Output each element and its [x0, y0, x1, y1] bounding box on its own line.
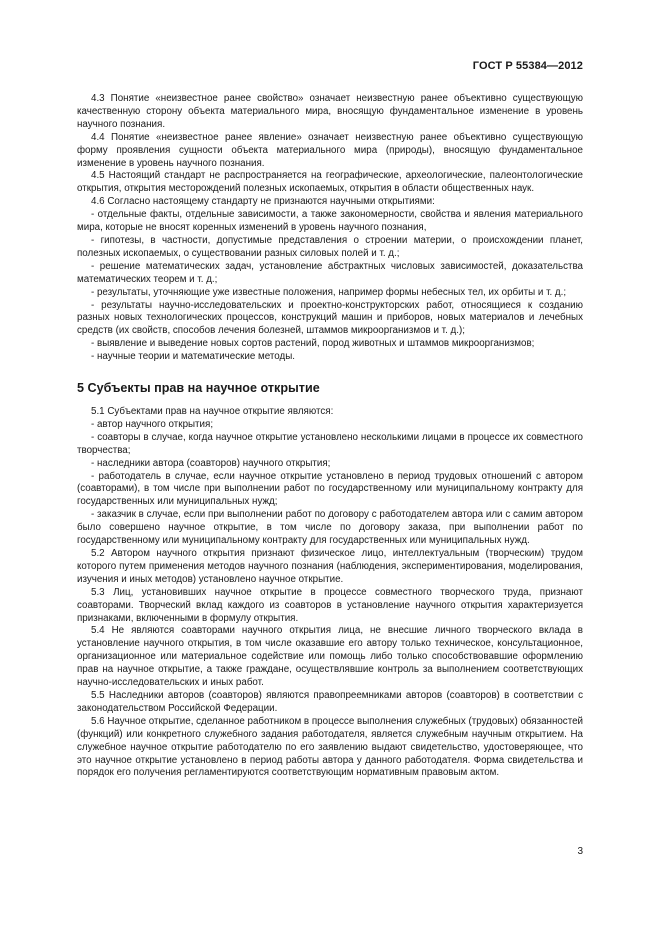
paragraph-5-1: 5.1 Субъектами прав на научное открытие являются:	[91, 406, 334, 418]
list-item: - выявление и выведение новых сортов растений, пород животных и штаммов микроорганизмов;	[91, 338, 535, 350]
paragraph-5-4: 5.4 Не являются соавторами научного открытия лица, не внесшие личного творческого вклада в установление научного открытия, в том числе оказавшие его автору только техническое, консультационное, организационное или материальное содействие или помощь либо только способствовавшие оформлению прав на научное открытие, а также граждане, осуществлявшие контроль за выполнением соответствующих научно-исследовательских и иных работ.	[77, 625, 583, 689]
list-item: - заказчик в случае, если при выполнении работ по договору с работодателем автора или с самим автором было совершено научное открытие, в том числе по договору заказа, при выполнении работ по государственному или муниципальному контракту для государственных или муниципальных нужд.	[77, 509, 583, 547]
page-number: 3	[577, 846, 583, 857]
document-body	[77, 93, 583, 780]
list-item: - научные теории и математические методы.	[91, 351, 295, 363]
paragraph-4-6: 4.6 Согласно настоящему стандарту не признаются научными открытиями:	[91, 196, 435, 208]
list-item: - автор научного открытия;	[91, 418, 214, 430]
list-item: - результаты научно-исследовательских и проектно-конструкторских работ, относящиеся к созданию разных новых технологических процессов, конструкций машин и приборов, новых материалов и лечебных средств (их свойств, способов лечения болезней, штаммов микроорганизмов и т. д.);	[77, 299, 583, 337]
paragraph-4-4: 4.4 Понятие «неизвестное ранее явление» означает неизвестную ранее объективно существующую форму проявления сущности объекта материального мира (природы), вносящую фундаментальное изменение в уровень научного познания.	[77, 131, 583, 169]
list-item: - соавторы в случае, когда научное открытие установлено несколькими лицами в процессе их совместного творчества;	[77, 431, 583, 456]
section-5-title: 5 Субъекты прав на научное открытие	[77, 381, 320, 396]
list-item: - наследники автора (соавторов) научного открытия;	[91, 457, 331, 469]
paragraph-4-5: 4.5 Настоящий стандарт не распространяется на географические, археологические, палеонтологические открытия, открытия месторождений полезных ископаемых, открытия в области общественных наук.	[77, 170, 583, 195]
list-item: - гипотезы, в частности, допустимые представления о строении материи, о происхождении планет, полезных ископаемых, о существовании разных силовых полей и т. д.;	[77, 234, 583, 259]
paragraph-5-5: 5.5 Наследники авторов (соавторов) являются правопреемниками авторов (соавторов) в соответствии с законодательством Российской Федерации.	[77, 689, 583, 714]
paragraph-5-3: 5.3 Лиц, установивших научное открытие в процессе совместного творческого труда, признают соавторами. Творческий вклад каждого из соавторов в установление научного открытия характеризуется признаками, включенными в формулу открытия.	[77, 586, 583, 624]
list-item: - результаты, уточняющие уже известные положения, например формы небесных тел, их орбиты и т. д.;	[91, 286, 567, 298]
list-item: - отдельные факты, отдельные зависимости, а также закономерности, свойства и явления материального мира, которые не вносят коренных изменений в уровень научного познания,	[77, 209, 583, 234]
paragraph-5-2: 5.2 Автором научного открытия признают физическое лицо, интеллектуальным (творческим) трудом которого путем применения методов научного познания (наблюдения, экспериментирования, моделирования, изучения и иных методов) установлено научное открытие.	[77, 548, 583, 585]
paragraph-4-3: 4.3 Понятие «неизвестное ранее свойство» означает неизвестную ранее объективно существующую качественную сторону объекта материального мира, вносящую фундаментальное изменение в уровень научного познания.	[77, 93, 583, 130]
standard-header: ГОСТ Р 55384—2012	[472, 60, 583, 72]
section-4-continued	[77, 93, 583, 364]
list-item: - работодатель в случае, если научное открытие установлено в период трудовых отношений с автором (соавторами), в том числе при выполнении работ по государственному или муниципальному контракту для государственных или муниципальных нужд;	[77, 470, 583, 508]
section-5	[77, 406, 583, 780]
list-item: - решение математических задач, установление абстрактных числовых зависимостей, доказательства математических теорем и т. д.;	[77, 260, 583, 285]
paragraph-5-6: 5.6 Научное открытие, сделанное работником в процессе выполнения служебных (трудовых) обязанностей (функций) или конкретного служебного задания работодателя, является служебным научным открытием. На служебное научное открытие работодателю по его заявлению выдают свидетельство, удостоверяющее, что это научное открытие установлено в период работы автора у данного работодателя. Форма свидетельства и порядок его получения регламентируются соответствующим нормативным правовым актом.	[77, 715, 583, 779]
